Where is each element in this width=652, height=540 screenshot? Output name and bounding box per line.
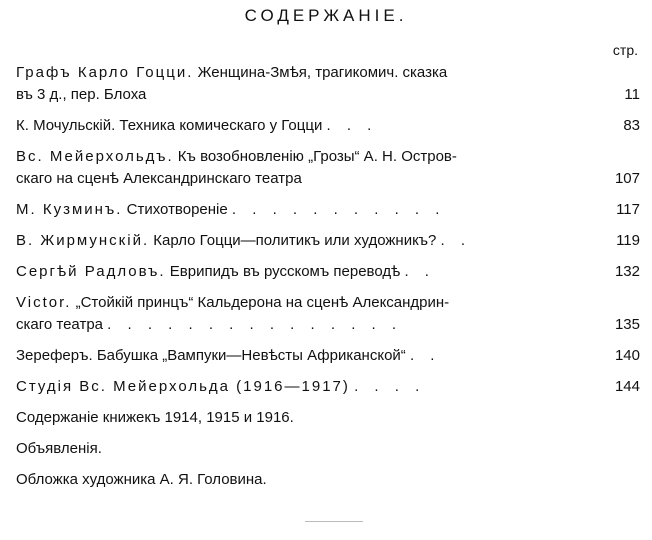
entry-page: 119 [616,232,640,249]
entry-title-line2: въ 3 д., пер. Блоха [16,86,147,103]
toc-entry-announcements [16,438,640,460]
entry-title-line2: скаго театра [16,316,103,333]
entry-title-line2: скаго на сценѣ Александринскаго театра [16,170,302,187]
toc-entry-mochulsky [16,115,640,137]
entry-leader-dots: . . . . [354,378,426,395]
entry-title: Техника комическаго у Гоцци [119,117,323,134]
entry-title: Объявленія. [16,440,102,457]
page-column-header: стр. [612,42,638,58]
footer-rule [305,521,363,522]
entry-author: Зереферъ. [16,347,93,364]
entry-title-line1: „Стойкій принцъ“ Кальдерона на сценѣ Александрин- [75,294,450,311]
entry-page: 135 [614,316,640,333]
entry-author: В. Жирмунскій. [16,232,150,249]
entry-title: Стихотвореніе [126,201,228,218]
entry-title: Обложка художника А. Я. Головина. [16,471,267,488]
toc-entry-zerefer [16,345,640,367]
toc-entry-gozzi [16,62,640,106]
entry-leader-dots: . . . . . . . . . . . . . . . [107,316,403,333]
entry-page: 83 [623,117,640,134]
entry-title: Студія Вс. Мейерхольда (1916—1917) [16,378,350,395]
toc-entry-zhirmunsky [16,230,640,252]
entry-page: 140 [614,347,640,364]
entry-title: Еврипидъ въ русскомъ переводѣ [169,263,401,280]
page-title: СОДЕРЖАНІЕ. [244,6,408,25]
entry-author: Сергѣй Радловъ. [16,263,166,280]
entry-page: 107 [614,170,640,187]
entry-leader-dots: . . [440,232,472,249]
entry-leader-dots: . . . [326,117,378,134]
toc-entry-cover [16,469,640,491]
entry-leader-dots: . . [404,263,435,280]
entry-title-line1: Женщина-Змѣя, трагикомич. сказка [197,64,448,81]
entry-author: К. Мочульскій. [16,117,116,134]
entry-title: Карло Гоцци—политикъ или художникъ? [153,232,437,249]
toc-entry-studio [16,376,640,398]
entry-author: Вс. Мейерхольдъ. [16,148,174,165]
entry-page: 132 [614,263,640,280]
entry-page: 117 [616,201,640,218]
toc-entry-radlov [16,261,640,283]
entry-title-line1: Къ возобновленію „Грозы“ А. Н. Остров- [177,148,457,165]
entry-author: Графъ Карло Гоцци. [16,64,194,81]
entry-leader-dots: . . . . . . . . . . . [231,201,446,218]
entry-author: Victor. [16,294,72,311]
toc-entry-meyerhold [16,146,640,190]
entry-page: 11 [624,86,640,103]
toc-entry-contents-books [16,407,640,429]
entry-title: Бабушка „Вампуки—Невѣсты Африканской“ [96,347,406,364]
entry-page: 144 [614,378,640,395]
toc-entry-kuzmin [16,199,640,221]
entry-author: М. Кузминъ. [16,201,123,218]
entry-leader-dots: . . [409,347,441,364]
toc-entry-victor [16,292,640,336]
entry-title: Содержаніе книжекъ 1914, 1915 и 1916. [16,409,294,426]
table-of-contents [16,62,640,500]
